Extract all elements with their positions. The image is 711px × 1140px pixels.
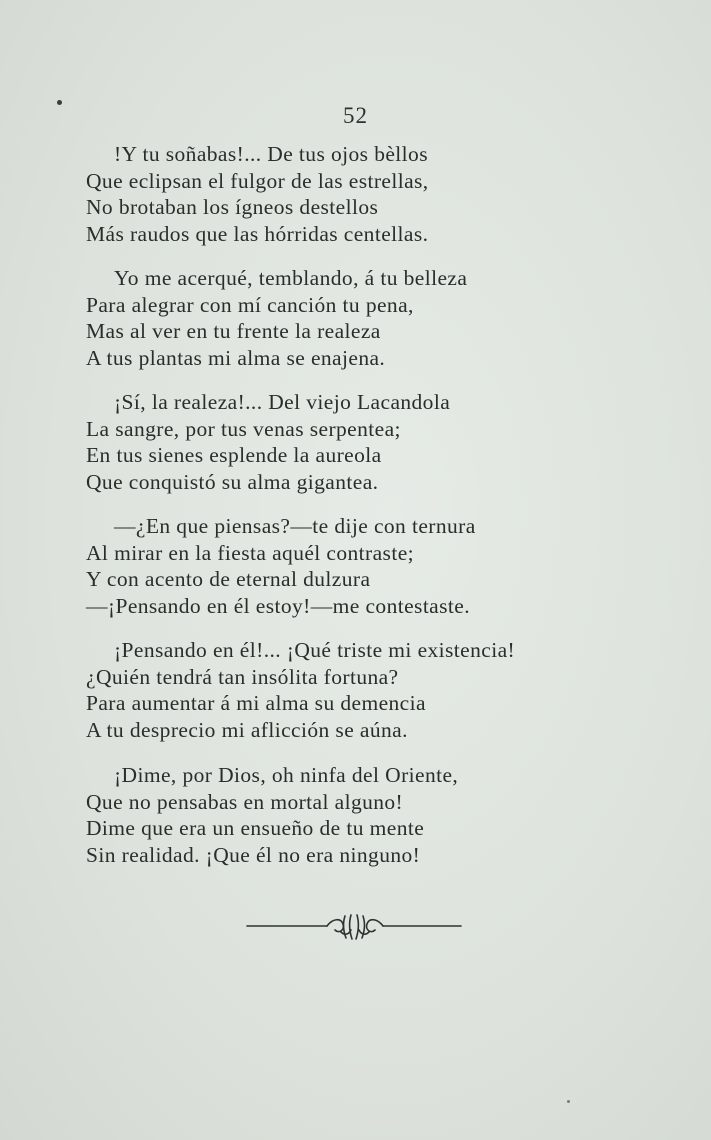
verse-line: Y con acento de eternal dulzura xyxy=(86,567,371,591)
verse-line: A tus plantas mi alma se enajena. xyxy=(86,345,386,370)
verse-line: Más raudos que las hórridas centellas. xyxy=(86,221,429,246)
verse-line: Que conquistó su alma gigantea. xyxy=(86,469,379,494)
page-number: 52 xyxy=(343,103,368,128)
verse-line: La sangre, por tus venas serpentea; xyxy=(86,416,401,441)
stanza-5 xyxy=(86,637,666,743)
verse-line: Dime que era un ensueño de tu mente xyxy=(86,816,425,840)
verse-line: !Y tu soñabas!... De tus ojos bèllos xyxy=(114,142,428,166)
stanza-1 xyxy=(86,141,666,247)
verse-line: ¡Pensando en él!... ¡Qué triste mi existencia! xyxy=(114,638,516,662)
verse-line: A tu desprecio mi aflicción se aúna. xyxy=(86,717,408,742)
stanza-4 xyxy=(86,513,666,619)
stanza-6 xyxy=(86,762,666,868)
verse-line: ¡Dime, por Dios, oh ninfa del Oriente, xyxy=(114,763,459,787)
verse-line: Que eclipsan el fulgor de las estrellas, xyxy=(86,168,429,193)
verse-line: Que no pensabas en mortal alguno! xyxy=(86,789,404,814)
stanza-3 xyxy=(86,389,666,495)
verse-line: ¿Quién tendrá tan insólita fortuna? xyxy=(86,664,399,689)
verse-line: En tus sienes esplende la aureola xyxy=(86,443,382,467)
ink-speck xyxy=(567,1100,570,1103)
verse-line: Sin realidad. ¡Que él no era ninguno! xyxy=(86,842,421,867)
verse-line: Yo me acerqué, temblando, á tu belleza xyxy=(114,266,468,290)
verse-line: —¡Pensando en él estoy!—me contestaste. xyxy=(86,593,470,618)
verse-line: No brotaban los ígneos destellos xyxy=(86,195,379,219)
verse-line: Para alegrar con mí canción tu pena, xyxy=(86,292,414,317)
verse-line: Al mirar en la fiesta aquél contraste; xyxy=(86,540,415,565)
stanza-2 xyxy=(86,265,666,371)
verse-line: —¿En que piensas?—te dije con ternura xyxy=(114,514,476,538)
verse-line: Para aumentar á mi alma su demencia xyxy=(86,691,426,715)
verse-line: ¡Sí, la realeza!... Del viejo Lacandola xyxy=(114,390,451,414)
verse-line: Mas al ver en tu frente la realeza xyxy=(86,319,381,343)
fleuron-ornament-icon xyxy=(245,912,465,942)
